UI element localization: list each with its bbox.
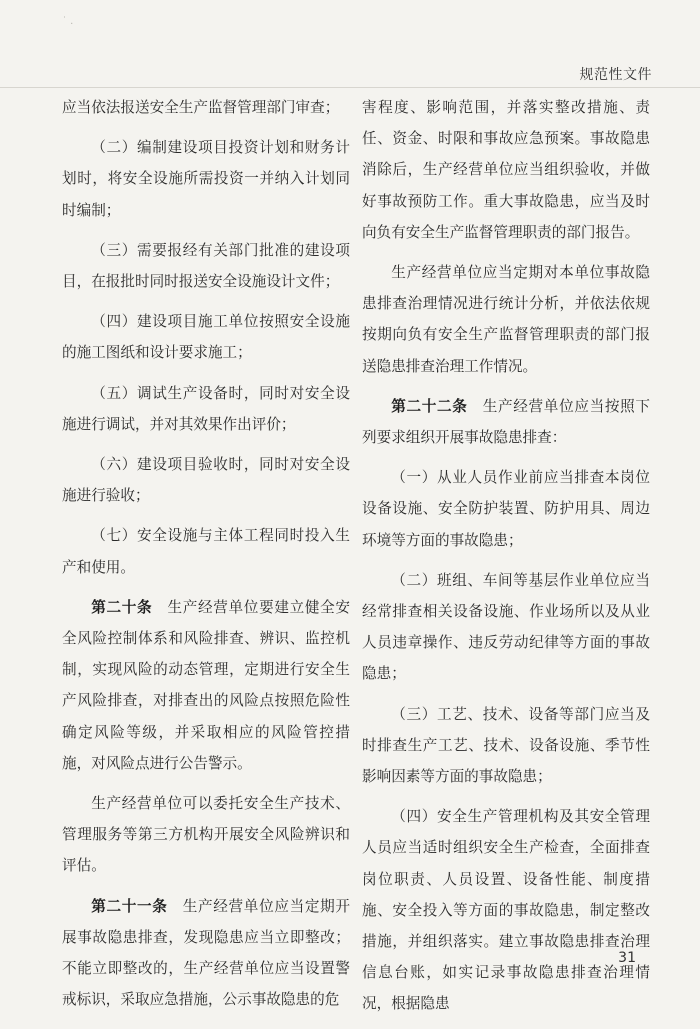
- right-column: [362, 92, 650, 1029]
- page-number: 31: [618, 950, 636, 966]
- article-paragraph: 第二十条 生产经营单位要建立健全安全风险控制体系和风险排查、辨识、监控机制，实现风险的动态管理，定期进行安全生产风险排查，对排查出的风险点按照危险性确定风险等级，并采取相应的风险管控措施，对风险点进行公告警示。: [62, 598, 350, 772]
- scan-mark: ˙ .: [62, 16, 74, 27]
- paragraph: 生产经营单位应当定期对本单位事故隐患排查治理情况进行统计分析，并依法依规按期向负有安全生产监督管理职责的部门报送隐患排查治理工作情况。: [362, 264, 650, 375]
- article-heading: 第二十二条: [391, 397, 468, 415]
- header-divider: [0, 87, 700, 88]
- article-heading: 第二十条: [91, 598, 153, 616]
- paragraph: 生产经营单位可以委托安全生产技术、管理服务等第三方机构开展安全风险辨识和评估。: [62, 795, 350, 875]
- section-header: 规范性文件: [579, 67, 652, 83]
- article-paragraph: 第二十一条 生产经营单位应当定期开展事故隐患排查，发现隐患应当立即整改；不能立即整改的，生产经营单位应当设置警戒标识，采取应急措施，公示事故隐患的危: [62, 897, 350, 1009]
- paragraph: （二）编制建设项目投资计划和财务计划时，将安全设施所需投资一并纳入计划同时编制；: [62, 139, 350, 219]
- paragraph: 应当依法报送安全生产监督管理部门审查；: [62, 99, 340, 116]
- paragraph: （六）建设项目验收时，同时对安全设施进行验收；: [62, 456, 350, 505]
- left-column: [62, 92, 350, 1024]
- paragraph: （七）安全设施与主体工程同时投入生产和使用。: [62, 527, 350, 576]
- article-paragraph: 第二十二条 生产经营单位应当按照下列要求组织开展事故隐患排查：: [362, 397, 650, 447]
- paragraph: （一）从业人员作业前应当排查本岗位设备设施、安全防护装置、防护用具、周边环境等方面的事故隐患；: [362, 469, 650, 549]
- article-heading: 第二十一条: [91, 897, 168, 915]
- paragraph: （五）调试生产设备时，同时对安全设施进行调试，并对其效果作出评价；: [62, 384, 350, 433]
- paragraph: （三）工艺、技术、设备等部门应当及时排查生产工艺、技术、设备设施、季节性影响因素等方面的事故隐患；: [362, 705, 650, 786]
- paragraph: （二）班组、车间等基层作业单位应当经常排查相关设备设施、作业场所以及从业人员违章操作、违反劳动纪律等方面的事故隐患；: [362, 571, 650, 683]
- paragraph: 害程度、影响范围，并落实整改措施、责任、资金、时限和事故应急预案。事故隐患消除后，生产经营单位应当组织验收，并做好事故预防工作。重大事故隐患，应当及时向负有安全生产监督管理职责的部门报告。: [362, 99, 650, 241]
- paragraph: （四）安全生产管理机构及其安全管理人员应当适时组织安全生产检查，全面排查岗位职责、人员设置、设备性能、制度措施、安全投入等方面的事故隐患，制定整改措施，并组织落实。建立事故隐患排查治理信息台账，如实记录事故隐患排查治理情况，根据隐患: [362, 808, 650, 1013]
- paragraph: （四）建设项目施工单位按照安全设施的施工图纸和设计要求施工；: [62, 313, 350, 362]
- paragraph: （三）需要报经有关部门批准的建设项目，在报批时同时报送安全设施设计文件；: [62, 241, 350, 291]
